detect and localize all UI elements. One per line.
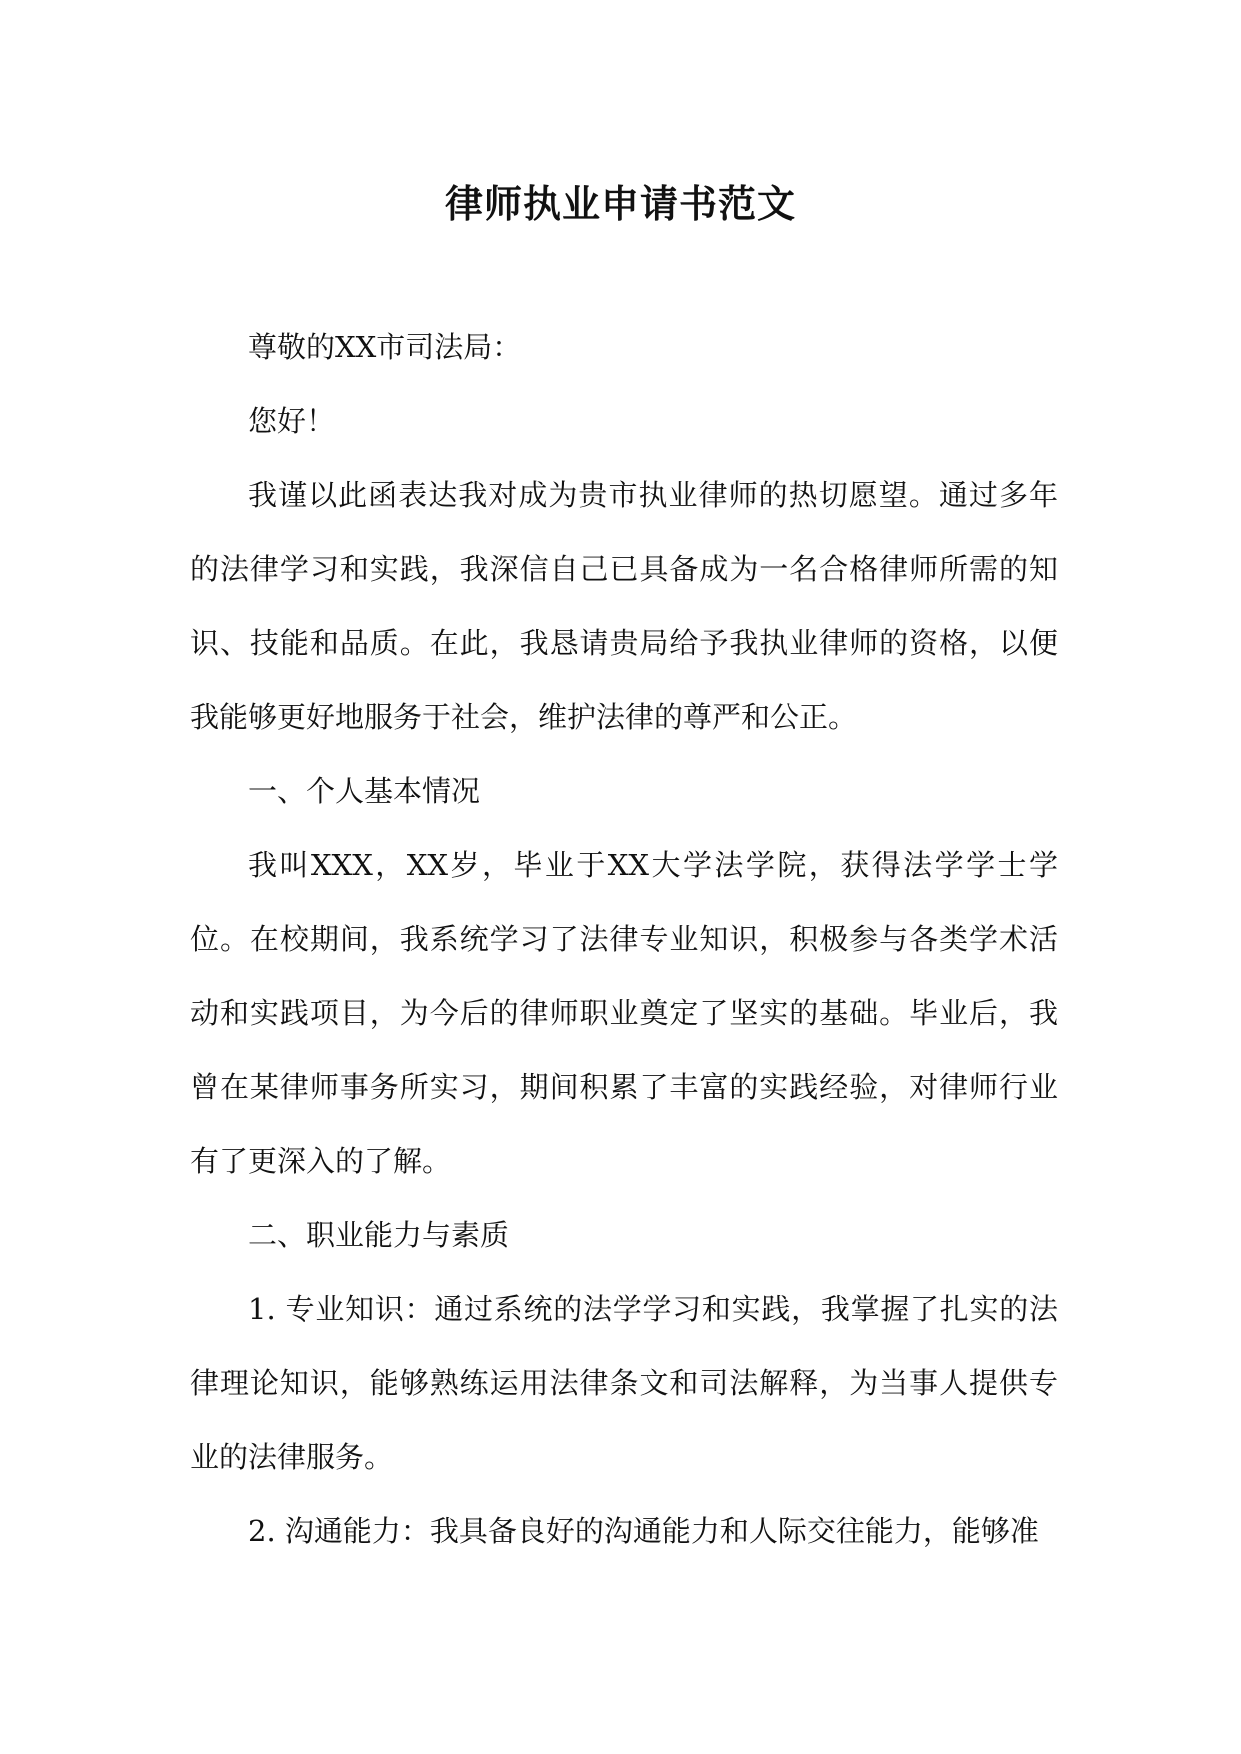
section-heading-abilities: 二、职业能力与素质: [248, 1218, 510, 1252]
document-title: 律师执业申请书范文: [444, 181, 796, 226]
section-heading-personal-info: 一、个人基本情况: [248, 774, 481, 808]
personal-info-paragraph: 我叫XXX，XX岁，毕业于XX大学法学院，获得法学学士学位。在校期间，我系统学习了法律专业知识，积极参与各类学术活动和实践项目，为今后的律师职业奠定了坚实的基础。毕业后，我曾在某律师事务所实习，期间积累了丰富的实践经验，对律师行业有了更深入的了解。: [190, 848, 1058, 1178]
salutation: 尊敬的XX市司法局：: [248, 330, 522, 364]
intro-paragraph: 我谨以此函表达我对成为贵市执业律师的热切愿望。通过多年的法律学习和实践，我深信自己已具备成为一名合格律师所需的知识、技能和品质。在此，我恳请贵局给予我执业律师的资格，以便我能够更好地服务于社会，维护法律的尊严和公正。: [190, 478, 1058, 734]
ability-item-communication: 2. 沟通能力：我具备良好的沟通能力和人际交往能力，能够准: [248, 1514, 1039, 1548]
greeting: 您好！: [248, 404, 336, 438]
document-body: [190, 310, 1058, 1568]
ability-item-professional-knowledge: 1. 专业知识：通过系统的法学学习和实践，我掌握了扎实的法律理论知识，能够熟练运用法律条文和司法解释，为当事人提供专业的法律服务。: [190, 1292, 1058, 1474]
